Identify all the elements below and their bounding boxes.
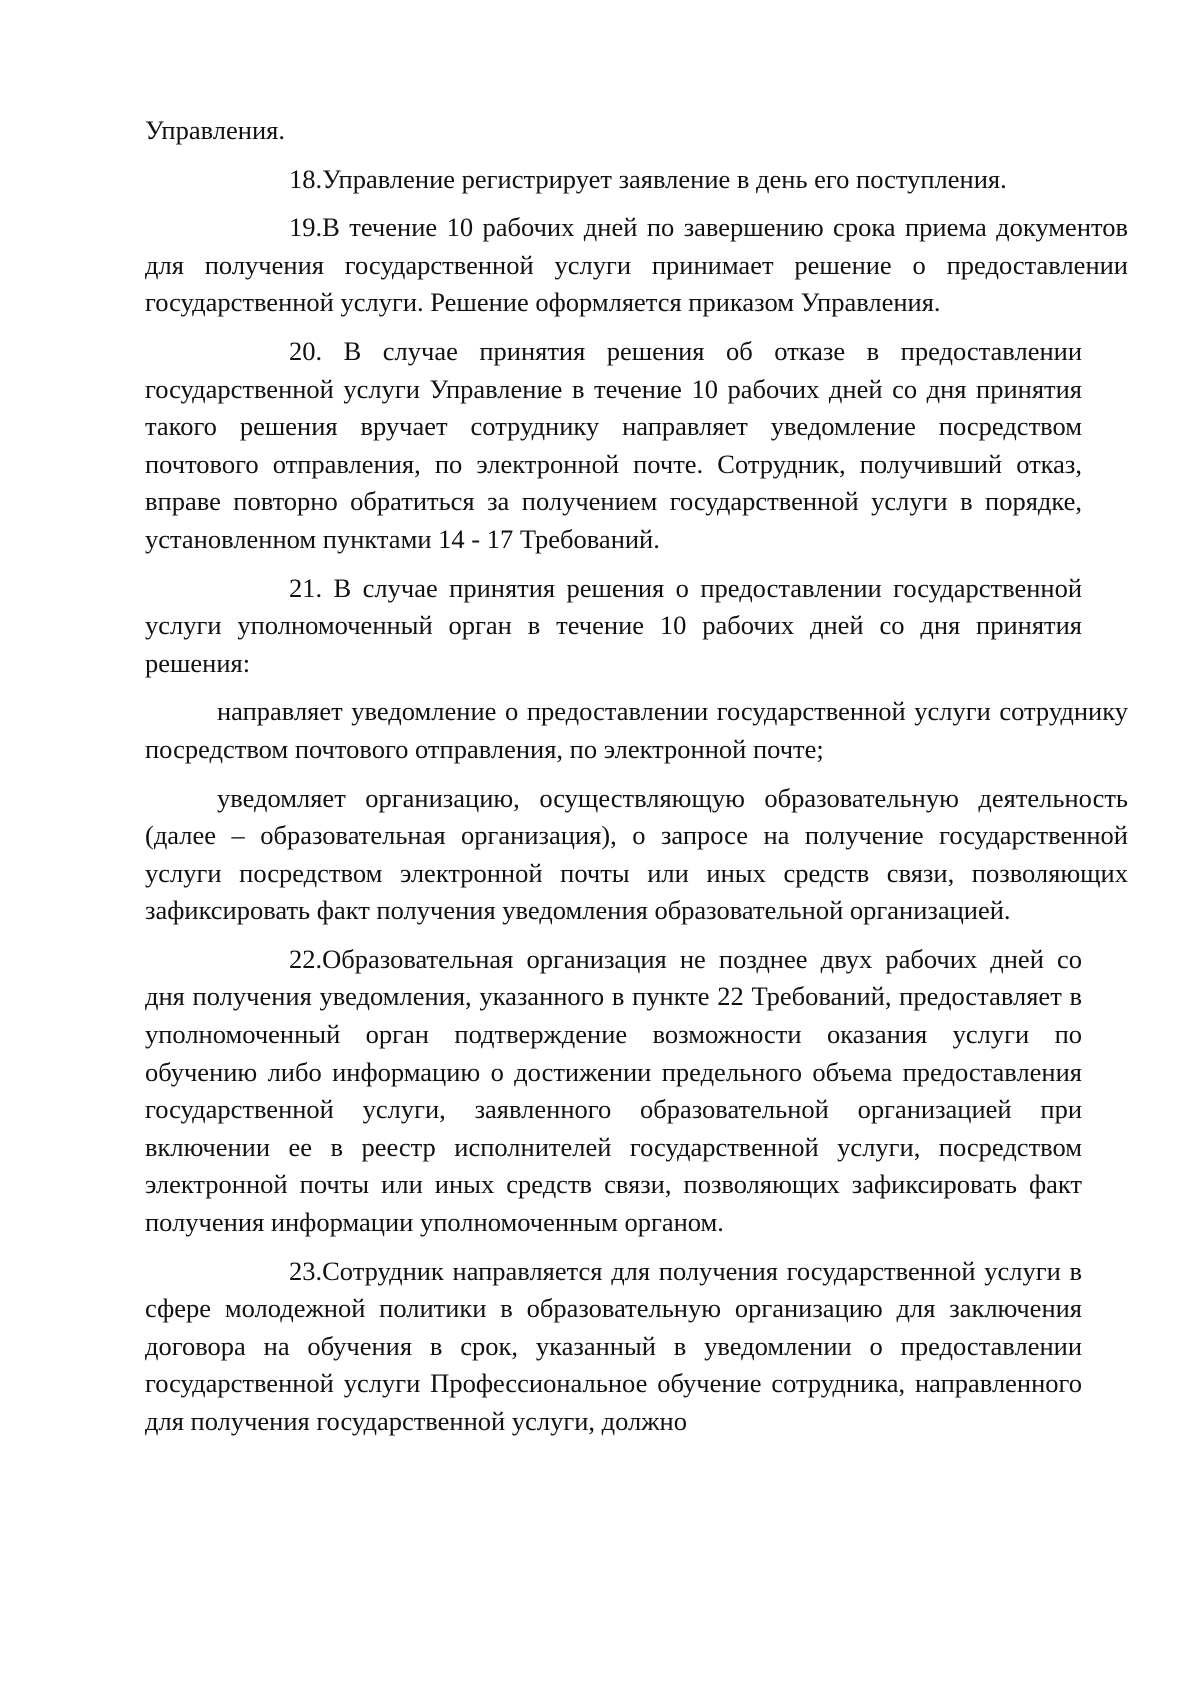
- paragraph-18: [145, 161, 1128, 199]
- paragraph-21-item-b: [145, 780, 1128, 930]
- paragraph-text: В случае принятия решения об отказе в предоставлении государственной услуги Управление в течение 10 рабочих дней со дня принятия такого решения вручает сотруднику направляет уведомление посредством почтового отправления, по электронной почте. Сотрудник, получивший отказ, вправе повторно обратиться за получением государственной услуги в порядке, установленном пунктами 14 - 17 Требований.: [145, 335, 1082, 554]
- paragraph-text: Управление регистрирует заявление в день его поступления.: [322, 163, 1007, 194]
- paragraph-continuation: [145, 112, 1128, 150]
- paragraph-text: Управления.: [145, 115, 285, 145]
- paragraph-21-item-a: [145, 693, 1128, 768]
- paragraph-text: Сотрудник направляется для получения государственной услуги в сфере молодежной политики в образовательную организацию для заключения договора на обучения в срок, указанный в уведомлении о предоставлении государственной услуги Профессиональное обучение сотрудника, направленного для получения государственной услуги, должно: [145, 1255, 1082, 1436]
- paragraph-text: направляет уведомление о предоставлении государственной услуги сотруднику посредством почтового отправления, по электронной почте;: [145, 696, 1128, 764]
- paragraph-number: 20.: [289, 335, 323, 366]
- paragraph-text: Образовательная организация не позднее двух рабочих дней со дня получения уведомления, указанного в пункте 22 Требований, предоставляет в уполномоченный орган подтверждение возможности оказания услуги по обучению либо информацию о достижении предельного объема предоставления государственной услуги, заявленного образовательной организацией при включении ее в реестр исполнителей государственной услуги, посредством электронной почты или иных средств связи, позволяющих зафиксировать факт получения информации уполномоченным органом.: [145, 943, 1082, 1238]
- paragraph-number: 18.: [289, 163, 323, 194]
- paragraph-20: [145, 333, 1082, 559]
- paragraph-22: [145, 941, 1082, 1242]
- paragraph-text: В течение 10 рабочих дней по завершению срока приема документов для получения государственной услуги принимает решение о предоставлении государственной услуги. Решение оформляется приказом Управления.: [145, 212, 1128, 318]
- paragraph-23: [145, 1253, 1082, 1441]
- paragraph-text: В случае принятия решения о предоставлении государственной услуги уполномоченный орган в течение 10 рабочих дней со дня принятия решения:: [145, 572, 1082, 678]
- paragraph-number: 19.: [289, 212, 323, 243]
- paragraph-number: 22.: [289, 943, 323, 974]
- paragraph-number: 23.: [289, 1255, 323, 1286]
- document-page: [145, 112, 1128, 1452]
- paragraph-19: [145, 209, 1128, 322]
- paragraph-text: уведомляет организацию, осуществляющую образовательную деятельность (далее – образовательная организация), о запросе на получение государственной услуги посредством электронной почты или иных средств связи, позволяющих зафиксировать факт получения уведомления образовательной организацией.: [145, 782, 1128, 926]
- paragraph-number: 21.: [289, 572, 323, 603]
- paragraph-21: [145, 570, 1082, 683]
